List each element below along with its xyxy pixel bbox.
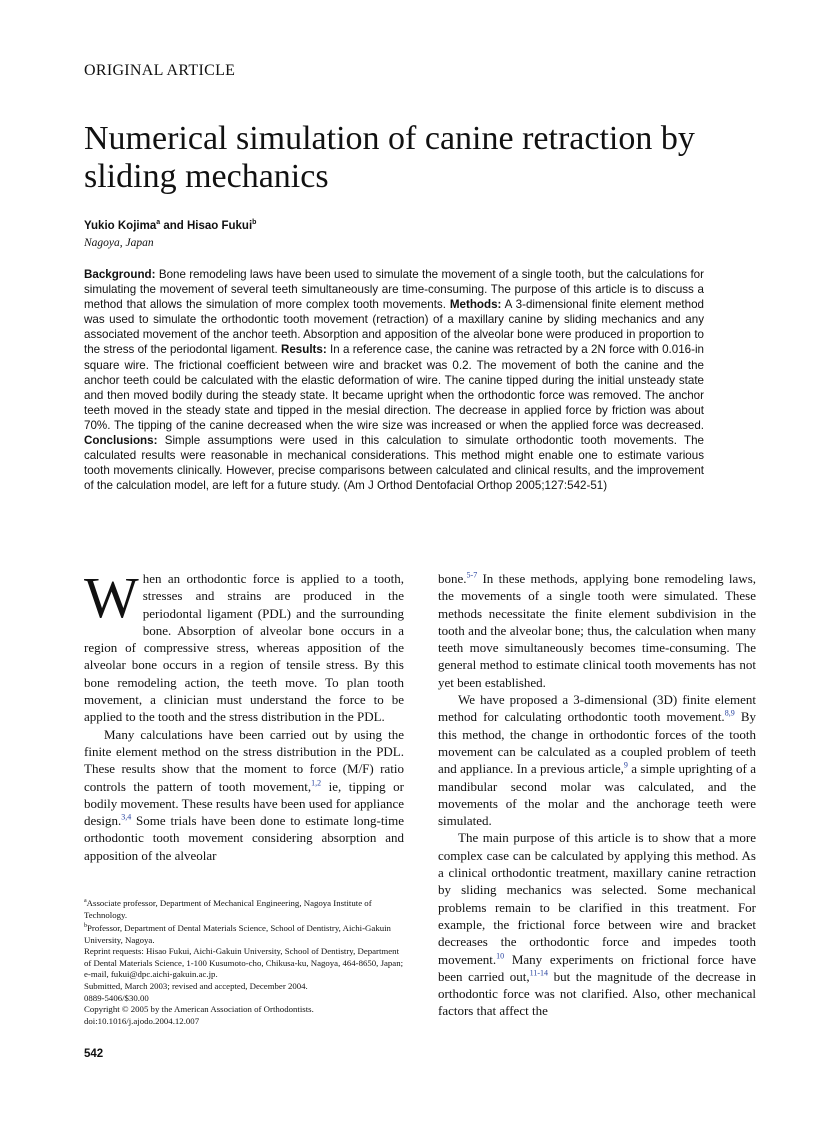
paragraph-text: Many calculations have been carried out by using the finite element method on the stress distribution in the PDL. These results show that the moment to force (M/F) ratio controls the pattern of tooth movement,	[84, 726, 404, 794]
footnote-text: Associate professor, Department of Mechanical Engineering, Nagoya Institute of Technology.	[84, 897, 372, 920]
article-title: Numerical simulation of canine retraction by sliding mechanics	[84, 120, 695, 195]
author-location: Nagoya, Japan	[84, 237, 154, 249]
section-label: ORIGINAL ARTICLE	[84, 62, 236, 79]
body-column-left	[84, 565, 404, 864]
copyright: Copyright © 2005 by the American Association of Orthodontists.	[84, 1004, 314, 1015]
abstract-methods-text: A 3-dimensional finite element method was used to simulate the orthodontic tooth movement (retraction) of a maxillary canine by sliding mechanics and any associated movement of the anchor teeth. Absorption and apposition of the alveolar bone were produced in proportion to the stress of the periodontal ligament.	[84, 298, 704, 357]
footnote	[84, 921, 404, 946]
paragraph-text: Some trials have been done to estimate long-time orthodontic tooth movement considering absorption and apposition of the alveolar	[84, 813, 404, 863]
paragraph-text: ie, tipping or bodily movement. These results have been used for appliance design.	[84, 778, 404, 829]
footnote-mark: a	[84, 898, 87, 904]
doi: doi:10.1016/j.ajodo.2004.12.007	[84, 1015, 200, 1026]
citation-link[interactable]: 3,4	[121, 812, 132, 822]
paragraph-text: hen an orthodontic force is applied to a tooth, stresses and strains are produced in the periodontal ligament (PDL) and the surrounding bone. Absorption of alveolar bone occurs in a region of compressive stress, whereas apposition of the alveolar bone occurs in a region of tensile stress. By this bone remodeling action, the teeth move. To plan tooth movement, a clinician must understand the force to be applied to the tooth and the stress distribution in the PDL.	[84, 571, 404, 725]
footnotes	[84, 896, 404, 1027]
footnote	[84, 896, 404, 921]
abstract-background-text: Bone remodeling laws have been used to simulate the movement of a single tooth, but the calculations for simulating the movement of several teeth simultaneously are time-consuming. The purpose of this article is to discuss a method that allows the simulation of more complex tooth movements.	[84, 268, 704, 312]
paragraph-text: In these methods, applying bone remodeling laws, the movements of a single tooth were simulated. These methods necessitate the finite element subdivision in the tooth and the alveolar bone; thus, the calculation when many teeth move simultaneously becomes time-consuming. The general method to estimate clinical tooth movements has not yet been established.	[438, 571, 756, 690]
abstract-conclusions-label: Conclusions:	[84, 434, 158, 448]
reprint-requests: Reprint requests: Hisao Fukui, Aichi-Gakuin University, School of Dentistry, Department of Dental Materials Science, 1-100 Kusumoto-cho, Chikusa-ku, Nagoya, 464-8650, Japan; e-mail, fukui@dpc.aichi-gakuin.ac.jp.	[84, 946, 404, 980]
paragraph-text: By this method, the change in orthodontic forces of the tooth movement can be calculated as a coupled problem of teeth and appliance. In a previous article,	[438, 709, 757, 777]
abstract-background-label: Background:	[84, 268, 156, 281]
abstract-results-label: Results:	[280, 343, 327, 357]
body-paragraph	[438, 691, 756, 829]
author-name: Hisao Fukui	[186, 219, 253, 232]
body-paragraph	[84, 565, 404, 726]
paragraph-text: bone.	[438, 571, 467, 586]
affiliation-mark: b	[252, 219, 257, 226]
body-paragraph	[438, 570, 756, 691]
affiliation-mark: a	[156, 219, 161, 226]
citation-link[interactable]: 9	[623, 760, 628, 770]
citation-link[interactable]: 10	[496, 951, 505, 961]
submission-dates: Submitted, March 2003; revised and accepted, December 2004.	[84, 981, 308, 991]
body-column-right	[438, 570, 756, 1020]
abstract	[84, 267, 704, 493]
citation-link[interactable]: 8,9	[724, 709, 735, 719]
citation-link[interactable]: 5-7	[466, 570, 478, 580]
footnote-text: Professor, Department of Dental Materials Science, School of Dentistry, Aichi-Gakuin University, Nagoya.	[84, 923, 391, 945]
author-name: Yukio Kojima	[84, 219, 157, 232]
paragraph-text: but the magnitude of the decrease in orthodontic force was not clarified. Also, other mechanical factors that affect the	[438, 968, 756, 1019]
citation-link[interactable]: 1,2	[311, 778, 322, 788]
page-number: 542	[84, 1048, 104, 1060]
paragraph-text: The main purpose of this article is to show that a more complex case can be calculated by applying this method. As a clinical orthodontic treatment, maxillary canine retraction by sliding mechanics was selected. Some mechanical problems remain to be clarified in this treatment. For example, the frictional force between wire and bracket decreases the orthodontic force and impedes tooth movement.	[438, 830, 756, 967]
abstract-methods-label: Methods:	[449, 298, 502, 312]
body-paragraph	[438, 829, 756, 1019]
drop-cap: W	[84, 565, 139, 630]
footnote-mark: b	[84, 923, 87, 930]
citation-link[interactable]: 11-14	[529, 968, 549, 978]
paragraph-text: We have proposed a 3-dimensional (3D) finite element method for calculating orthodontic tooth movement.	[438, 692, 756, 725]
abstract-conclusions-text: Simple assumptions were used in this calculation to simulate orthodontic tooth movements. The calculated results were reasonable in mechanical considerations. This method might enable one to estimate various tooth movements clinically. However, precise comparisons between calculated and clinical results, and the improvement of the calculation model, are left for a future study. (Am J Orthod Dentofacial Orthop 2005;127:542-51)	[84, 434, 704, 493]
body-paragraph	[84, 726, 404, 864]
paragraph-text: Many experiments on frictional force have been carried out,	[438, 951, 756, 984]
author-connector: and	[160, 219, 187, 232]
issn-price: 0889-5406/$30.00	[84, 992, 149, 1003]
author-line	[84, 219, 256, 232]
abstract-results-text: In a reference case, the canine was retracted by a 2N force with 0.016-in square wire. The frictional coefficient between wire and bracket was 0.2. The movement of both the canine and the anchor teeth could be calculated with the elastic deformation of wire. The canine tipped during the initial unsteady state and then moved bodily during the steady state. It became upright when the orthodontic force was removed. The anchor teeth moved in the steady state and tipped in the mesial direction. The decrease in applied force by friction was about 70%. The tipping of the canine decreased when the wire size was increased or when the applied force was decreased.	[84, 343, 705, 432]
paragraph-text: a simple uprighting of a mandibular second molar was calculated, and the movements of the molar and the anchorage teeth were simulated.	[438, 761, 756, 829]
